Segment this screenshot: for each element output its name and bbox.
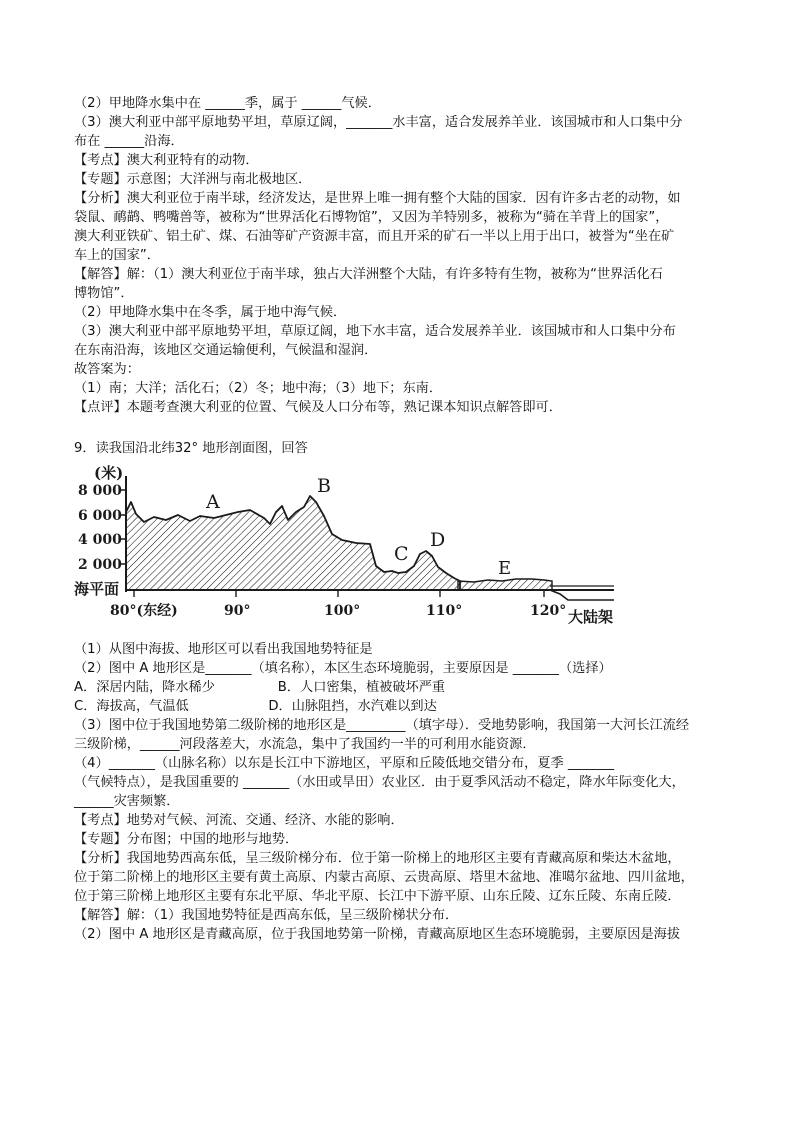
text-line: C．海拔高，气温低 D．山脉阻挡，水汽难以到达 [74, 699, 437, 714]
text-line: 【点评】本题考查澳大利亚的位置、气候及人口分布等，熟记课本知识点解答即可． [74, 400, 562, 415]
text-line: （2）图中 A 地形区是青藏高原，位于我国地势第一阶梯，青藏高原地区生态环境脆弱，主要原因是海拔 [74, 927, 681, 942]
plain-profile-shape [458, 579, 552, 590]
text-line: 【专题】示意图；大洋洲与南北极地区． [74, 172, 312, 187]
question-9-section [74, 640, 734, 944]
y-tick-label: 6 000 [78, 508, 122, 524]
x-tick-label: 120° [530, 603, 567, 619]
text-line: 在东南沿海，该地区交通运输便利，气候温和湿润． [74, 343, 378, 358]
continental-shelf-line [550, 590, 614, 600]
terrain-profile-figure [74, 460, 634, 636]
x-tick-label: 100° [324, 603, 361, 619]
region-label-c: C [394, 543, 409, 565]
y-axis-unit-label: (米) [94, 464, 124, 482]
x-tick-label: 110° [426, 603, 463, 619]
text-line: （2）图中 A 地形区是_______（填名称），本区生态环境脆弱，主要原因是 _______（选择） [74, 661, 612, 676]
document-page [74, 94, 734, 944]
y-tick-label: 8 000 [78, 483, 122, 499]
answer-section-q8 [74, 94, 734, 417]
text-line: 博物馆”． [74, 286, 134, 301]
text-line: 【分析】澳大利亚位于南半球，经济发达，是世界上唯一拥有整个大陆的国家．因有许多古老的动物，如 [74, 191, 681, 206]
text-line: 袋鼠、鸸鹋、鸭嘴兽等，被称为“世界活化石博物馆”，又因为羊特别多，被称为“骑在羊背上的国家”， [74, 210, 669, 225]
x-tick-label: 80°(东经) [110, 603, 178, 619]
region-label-e: E [498, 558, 512, 579]
text-line: （气候特点），是我国重要的 _______（水田或旱田）农业区．由于夏季风活动不稳定，降水年际变化大， [74, 775, 685, 790]
text-line: ______灾害频繁． [74, 794, 180, 809]
text-line: 车上的国家”． [74, 248, 160, 263]
text-line: （1）南；大洋；活化石；（2）冬；地中海；（3）地下；东南． [74, 381, 443, 396]
y-tick-label: 4 000 [78, 532, 122, 548]
text-line: 【考点】澳大利亚特有的动物． [74, 153, 259, 168]
text-line: 三级阶梯，______河段落差大，水流急，集中了我国约一半的可利用水能资源． [74, 737, 536, 752]
terrain-profile-shape [126, 496, 460, 590]
text-line: 位于第三阶梯上地形区主要有东北平原、华北平原、长江中下游平原、山东丘陵、辽东丘陵、东南丘陵． [74, 889, 681, 904]
text-line: 【解答】解：（1）澳大利亚位于南半球，独占大洋洲整个大陆，有许多特有生物，被称为“世界活化石 [74, 267, 663, 282]
continental-shelf-label: 大陆架 [568, 608, 614, 626]
text-line: 布在 ______沿海． [74, 134, 184, 149]
text-line: 【解答】解：（1）我国地势特征是西高东低，呈三级阶梯状分布． [74, 908, 459, 923]
region-label-d: D [430, 529, 446, 551]
text-line: （2）甲地降水集中在 ______季，属于 ______气候． [74, 96, 381, 111]
text-line: （3）澳大利亚中部平原地势平坦，草原辽阔，地下水丰富，适合发展养羊业．该国城市和人口集中分布 [74, 324, 676, 339]
text-line: （1）从图中海拔、地形区可以看出我国地势特征是 [74, 642, 373, 657]
text-line: （3）图中位于我国地势第二级阶梯的地形区是_________（填字母）．受地势影响，我国第一大河长江流经 [74, 718, 690, 733]
text-line: 【考点】地势对气候、河流、交通、经济、水能的影响． [74, 813, 404, 828]
text-line: 故答案为： [74, 362, 140, 377]
x-tick-label: 90° [224, 603, 251, 619]
text-line: 澳大利亚铁矿、铝土矿、煤、石油等矿产资源丰富，而且开采的矿石一半以上用于出口，被誉为“坐在矿 [74, 229, 675, 244]
text-line: A．深居内陆，降水稀少 B．人口密集，植被破坏严重 [74, 680, 446, 695]
text-line: 位于第二阶梯上的地形区主要有黄土高原、内蒙古高原、云贵高原、塔里木盆地、准噶尔盆地、四川盆地， [74, 870, 694, 885]
text-line: （3）澳大利亚中部平原地势平坦，草原辽阔，_______水丰富，适合发展养羊业．该国城市和人口集中分 [74, 115, 683, 130]
text-line: （4）_______（山脉名称）以东是长江中下游地区，平原和丘陵低地交错分布，夏季 _______ [74, 756, 615, 771]
sea-level-label: 海平面 [74, 580, 120, 598]
text-line: 【专题】分布图；中国的地形与地势． [74, 832, 299, 847]
y-tick-label: 2 000 [78, 557, 122, 573]
region-label-b: B [317, 475, 331, 497]
text-line: （2）甲地降水集中在冬季，属于地中海气候． [74, 305, 347, 320]
region-label-a: A [206, 491, 220, 513]
question-9-title: 9．读我国沿北纬32° 地形剖面图，回答 [74, 441, 308, 456]
terrain-profile-svg [74, 460, 634, 636]
text-line: 【分析】我国地势西高东低，呈三级阶梯分布．位于第一阶梯上的地形区主要有青藏高原和柴达木盆地， [74, 851, 681, 866]
